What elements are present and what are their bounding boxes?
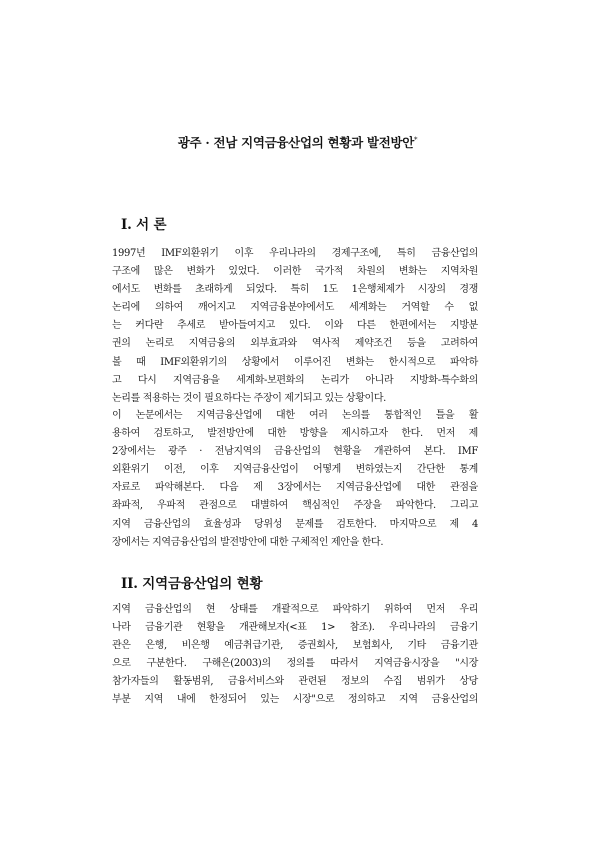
text-line: 참가자들의 활동범위, 금융서비스와 관련된 정보의 수집 범위가 상당 [112,676,478,688]
section-1-paragraph-1 [112,245,478,408]
text-line: 장에서는 지역금융산업의 발전방안에 대한 구체적인 제안을 한다. [112,536,384,548]
text-line: 이 논문에서는 지역금융산업에 대한 여러 논의를 통합적인 틀을 활 [112,410,478,421]
text-line: 2장에서는 광주 · 전남지역의 금융산업의 현황을 개관하여 본다. IMF [112,446,478,458]
text-line: 용하여 검토하고, 발전방안에 대한 방향을 제시하고자 한다. 먼저 제 [112,428,478,440]
text-line: 구조에 많은 변화가 있었다. 이러한 국가적 차원의 변화는 지역차원 [112,266,478,278]
text-line: 지역 금융산업의 효율성과 당위성 문제를 검토한다. 마지막으로 제 4 [112,518,478,530]
text-line: 권의 논리로 지역금융의 외부효과와 역사적 제약조건 등을 고려하여 [112,338,478,350]
document-title [0,133,595,151]
text-line: 지역 금융산업의 현 상태를 개괄적으로 파악하기 위하여 먼저 우리 [112,604,478,615]
text-line: 으로 구분한다. 구해은(2003)의 정의를 따라서 지역금융시장을 "시장 [112,658,478,670]
section-1-paragraph-2 [112,407,478,552]
text-line: 외환위기 이전, 이후 지역금융산업이 어떻게 변하였는지 간단한 통계 [112,464,478,476]
text-line: 좌파적, 우파적 관점으로 대별하여 핵심적인 주장을 파악한다. 그리고 [112,500,478,512]
text-line: 에서도 변화를 초래하게 되었다. 특히 1도 1은행체제가 시장의 경쟁 [112,284,478,296]
text-line: 나라 금융기관 현황을 개관해보자(<표 1> 참조). 우리나라의 금융기 [112,622,478,634]
text-line: 는 커다란 추세로 받아들여지고 있다. 이와 다른 한편에서는 지방분 [112,320,478,332]
text-line: 부분 지역 내에 한정되어 있는 시장"으로 정의하고 지역 금융산업의 [112,694,478,706]
title-footnote-mark: * [414,135,418,144]
text-line: 논리에 의하여 깨어지고 지역금융분야에서도 세계화는 거역할 수 없 [112,302,478,314]
title-text: 광주 · 전남 지역금융산업의 현황과 발전방안 [177,135,415,150]
text-line: 볼 때 IMF외환위기의 상황에서 이루어진 변화는 한시적으로 파악하 [112,356,478,368]
section-2-heading: II. 지역금융산업의 현황 [121,576,263,592]
section-2-paragraph-1 [112,601,478,710]
text-line: 고 다시 지역금융을 세계화-보편화의 논리가 아니라 지방화-특수화의 [112,374,478,386]
text-line: 관은 은행, 비은행 예금취급기관, 증권회사, 보험회사, 기타 금융기관 [112,640,478,652]
text-line: 1997년 IMF외환위기 이후 우리나라의 경제구조에, 특히 금융산업의 [112,248,478,259]
section-1-heading: I. 서 론 [121,217,167,233]
text-line: 자료로 파악해본다. 다음 제 3장에서는 지역금융산업에 대한 관점을 [112,482,478,494]
text-line: 논리를 적용하는 것이 필요하다는 주장이 제기되고 있는 상황이다. [112,392,386,404]
